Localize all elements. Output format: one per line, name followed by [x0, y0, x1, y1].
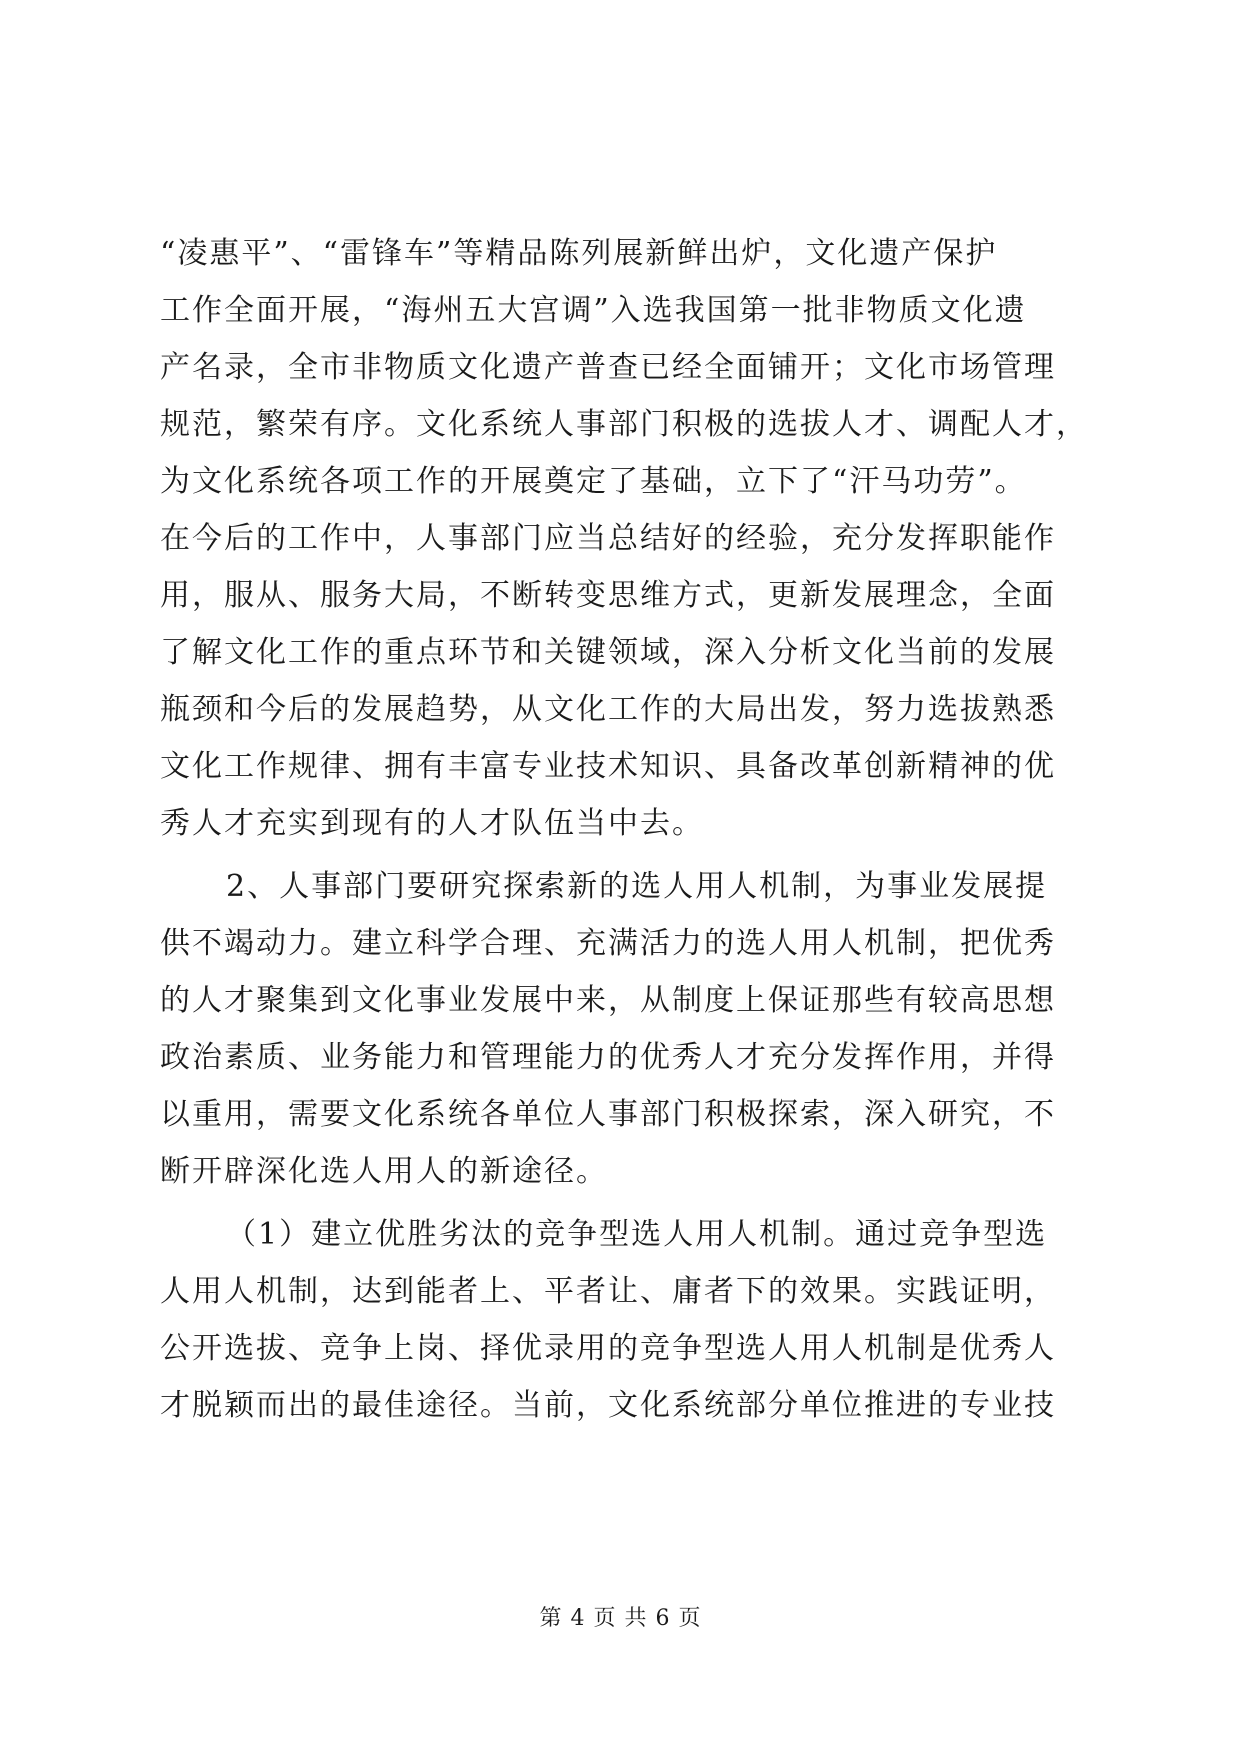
text-line: 才脱颖而出的最佳途径。当前，文化系统部分单位推进的专业技: [160, 1388, 1056, 1423]
text-line: 秀人才充实到现有的人才队伍当中去。: [160, 806, 704, 841]
paragraph-first-line: （1）建立优胜劣汰的竞争型选人用人机制。通过竞争型选: [226, 1217, 1048, 1252]
text-line: 用，服从、服务大局，不断转变思维方式，更新发展理念，全面: [160, 578, 1056, 613]
text-line: 以重用，需要文化系统各单位人事部门积极探索，深入研究，不: [160, 1097, 1056, 1132]
text-line: 为文化系统各项工作的开展奠定了基础，立下了“汗马功劳”。: [160, 464, 1027, 499]
text-line: 文化工作规律、拥有丰富专业技术知识、具备改革创新精神的优: [160, 749, 1056, 784]
text-line: 人用人机制，达到能者上、平者让、庸者下的效果。实践证明，: [160, 1274, 1056, 1309]
text-line: 在今后的工作中，人事部门应当总结好的经验，充分发挥职能作: [160, 521, 1056, 556]
page-number-footer: 第 4 页 共 6 页: [539, 1606, 702, 1631]
text-line: 瓶颈和今后的发展趋势，从文化工作的大局出发，努力选拔熟悉: [160, 692, 1056, 727]
text-line: 了解文化工作的重点环节和关键领域，深入分析文化当前的发展: [160, 635, 1056, 670]
text-line: 断开辟深化选人用人的新途径。: [160, 1154, 608, 1189]
text-line: 供不竭动力。建立科学合理、充满活力的选人用人机制，把优秀: [160, 926, 1056, 961]
paragraph-first-line: 2、人事部门要研究探索新的选人用人机制，为事业发展提: [226, 869, 1048, 904]
text-line: 产名录，全市非物质文化遗产普查已经全面铺开；文化市场管理: [160, 350, 1056, 385]
text-line: “凌惠平”、“雷锋车”等精品陈列展新鲜出炉，文化遗产保护: [160, 236, 998, 271]
text-line: 政治素质、业务能力和管理能力的优秀人才充分发挥作用，并得: [160, 1040, 1056, 1075]
text-line: 公开选拔、竞争上岗、择优录用的竞争型选人用人机制是优秀人: [160, 1331, 1056, 1366]
text-line: 的人才聚集到文化事业发展中来，从制度上保证那些有较高思想: [160, 983, 1056, 1018]
text-line: 规范，繁荣有序。文化系统人事部门积极的选拔人才、调配人才，: [160, 407, 1088, 442]
text-line: 工作全面开展，“海州五大宫调”入选我国第一批非物质文化遗: [160, 293, 1027, 328]
